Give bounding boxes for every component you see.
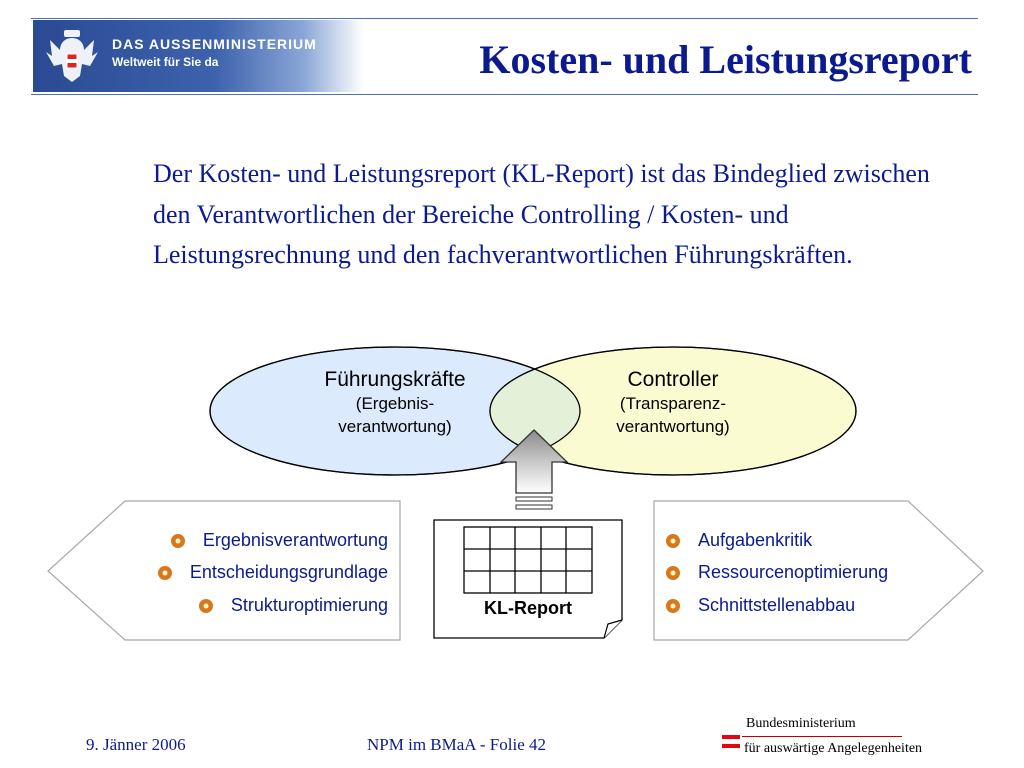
- intro-paragraph: Der Kosten- und Leistungsreport (KL-Report) ist das Bindeglied zwischen den Verantwortlichen der Bereiche Controlling / Kosten- und Leistungsrechnung und den fachverantwortlichen Führungskräften.: [153, 159, 930, 269]
- bullet-icon: [171, 534, 185, 548]
- list-item-label: Schnittstellenabbau: [698, 595, 856, 615]
- list-item-label: Ressourcenoptimierung: [698, 562, 889, 582]
- fuehrungskraefte-sub1: (Ergebnis-: [355, 394, 435, 413]
- flag-icon-bar: [722, 744, 740, 748]
- footer-date: 9. Jänner 2006: [86, 735, 186, 754]
- footer-slide-info: NPM im BMaA - Folie 42: [367, 735, 546, 754]
- bullet-icon: [158, 566, 172, 580]
- footer-ministry-line1: Bundesministerium: [746, 716, 856, 731]
- fuehrungskraefte-title: Führungskräfte: [324, 368, 466, 391]
- controller-sub1: (Transparenz-: [619, 394, 727, 413]
- bullet-icon: [666, 599, 680, 613]
- bullet-icon: [199, 599, 213, 613]
- kl-report-label: KL-Report: [484, 598, 572, 618]
- controller-title: Controller: [627, 368, 719, 391]
- list-item-label: Strukturoptimierung: [230, 595, 388, 615]
- list-item: [666, 562, 888, 583]
- logo-line2: Weltweit für Sie da: [112, 55, 219, 69]
- logo-line1: DAS AUSSENMINISTERIUM: [112, 36, 317, 52]
- list-item: [199, 595, 388, 616]
- list-item: [666, 530, 812, 551]
- list-item-label: Entscheidungsgrundlage: [189, 562, 388, 582]
- list-item-label: Aufgabenkritik: [698, 530, 813, 550]
- bullet-icon: [666, 566, 680, 580]
- list-item: [171, 530, 388, 551]
- list-item-label: Ergebnisverantwortung: [202, 530, 388, 550]
- fuehrungskraefte-label: [290, 368, 500, 438]
- report-table-icon: [464, 527, 592, 593]
- fuehrungskraefte-sub2: verantwortung): [338, 417, 452, 436]
- list-item: [666, 595, 855, 616]
- footer-ministry-line2: für auswärtige Angelegenheiten: [744, 741, 923, 756]
- controller-sub2: verantwortung): [616, 417, 730, 436]
- list-item: [158, 562, 388, 583]
- controller-label: [568, 368, 778, 438]
- slide-title: Kosten- und Leistungsreport: [479, 37, 972, 82]
- bullet-icon: [666, 534, 680, 548]
- flag-icon: [722, 735, 740, 739]
- footer-divider: [742, 736, 902, 737]
